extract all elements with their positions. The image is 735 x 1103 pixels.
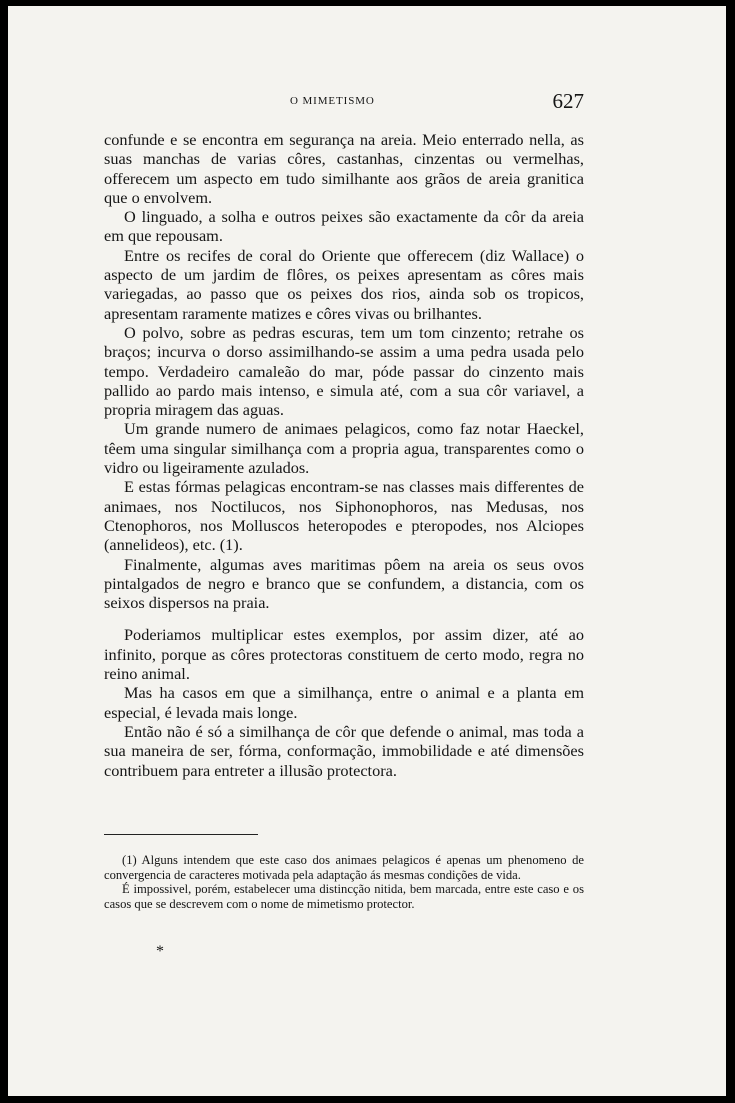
paragraph: O linguado, a solha e outros peixes são exactamente da côr da areia em que repousam. [104,207,584,246]
paragraph: Poderiamos multiplicar estes exemplos, por assim dizer, até ao infinito, porque as côres protectoras constituem de certo modo, regra no reino animal. [104,625,584,684]
paragraph: confunde e se encontra em segurança na areia. Meio enterrado nella, as suas manchas de varias côres, castanhas, cinzentas ou vermelhas, offerecem um aspecto em tudo similhante aos grãos de areia granitica que o envolvem. [104,130,584,207]
footnote: É impossivel, porém, estabelecer uma distincção nitida, bem marcada, entre este caso e os casos que se descrevem com o nome de mimetismo protector. [104,882,584,911]
page-number: 627 [552,89,584,113]
paragraph: Finalmente, algumas aves maritimas pôem na areia os seus ovos pintalgados de negro e branco que se confundem, a distancia, com os seixos dispersos na praia. [104,554,584,613]
body-text [104,130,584,780]
paragraph: E estas fórmas pelagicas encontram-se nas classes mais differentes de animaes, nos Noctilucos, nos Siphonophoros, nas Medusas, nos Ctenophoros, nos Molluscos heteropodes e pteropodes, nos Alciopes (annelideos), etc. (1). [104,477,584,555]
book-page [8,6,726,1096]
footnote-divider [104,834,258,835]
page-header [104,91,584,117]
paragraph: Mas ha casos em que a similhança, entre o animal e a planta em especial, é levada mais longe. [104,683,584,722]
paragraph: Então não é só a similhança de côr que defende o animal, mas toda a sua maneira de ser, fórma, conformação, immobilidade e até dimensões contribuem para entreter a illusão protectora. [104,721,584,780]
paragraph: Um grande numero de animaes pelagicos, como faz notar Haeckel, têem uma singular similhança com a propria agua, transparentes como o vidro ou ligeiramente azulados. [104,419,584,478]
paragraph: O polvo, sobre as pedras escuras, tem um tom cinzento; retrahe os braços; incurva o dorso assimilhando-se assim a uma pedra usada pelo tempo. Verdadeiro camaleão do mar, póde passar do cinzento mais pallido ao pardo mais intenso, e simula até, com a sua côr variavel, a propria miragem das aguas. [104,322,584,420]
signature-mark: * [156,943,164,960]
running-title: O MIMETISMO [290,95,375,107]
paragraph: Entre os recifes de coral do Oriente que offerecem (diz Wallace) o aspecto de um jardim de flôres, os peixes apresentam as côres mais variegadas, ao passo que os peixes dos rios, ainda sob os tropicos, apresentam raramente matizes e côres vivas ou brilhantes. [104,245,584,323]
footnotes [104,853,584,911]
footnote: (1) Alguns intendem que este caso dos animaes pelagicos é apenas um phenomeno de convergencia de caracteres motivada pela adaptação ás mesmas condições de vida. [104,853,584,882]
